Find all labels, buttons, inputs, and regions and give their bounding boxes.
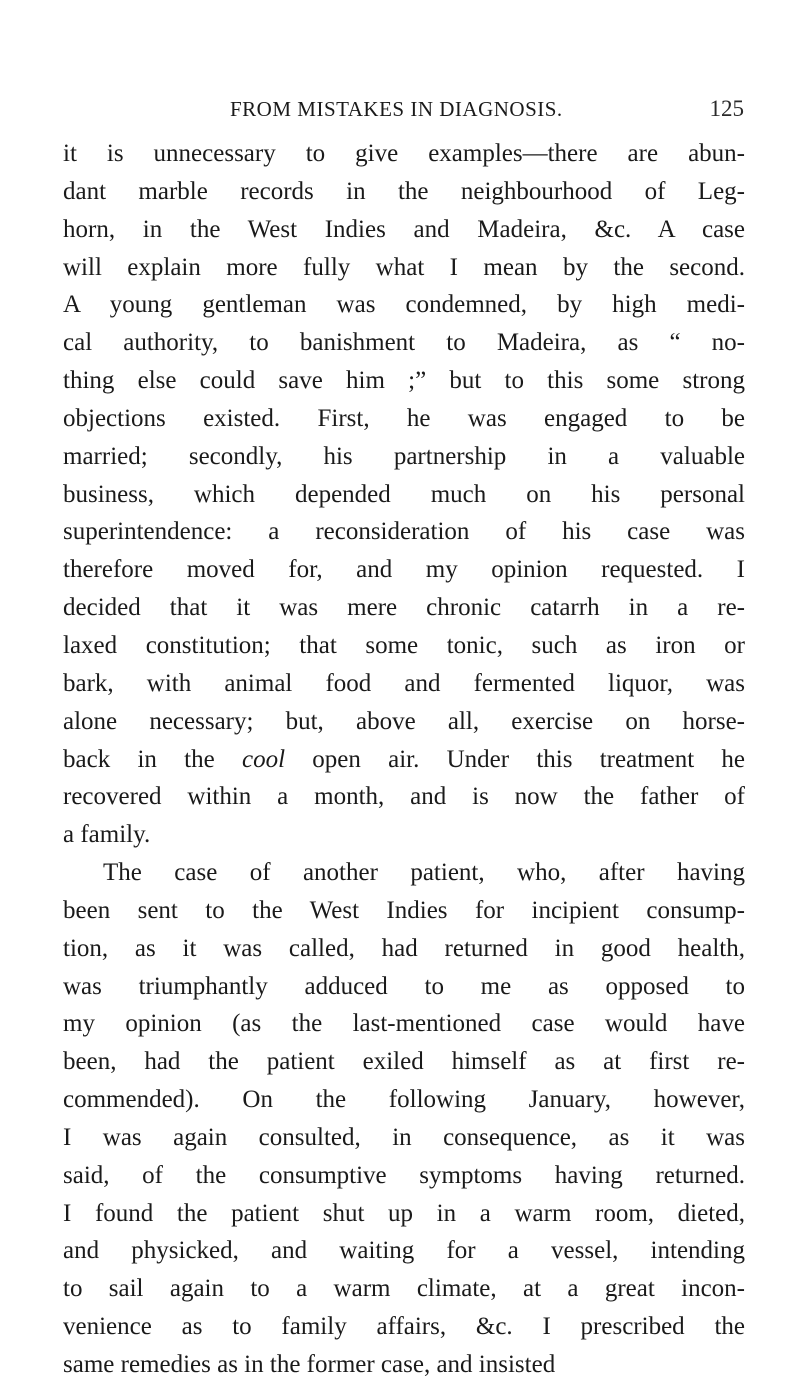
page-number: 125 bbox=[709, 96, 744, 121]
text-line: tion, as it was called, had returned in good health, bbox=[63, 934, 745, 962]
text-line: laxed constitution; that some tonic, such as iron or bbox=[63, 631, 745, 659]
text-line bbox=[63, 741, 745, 779]
text-line: therefore moved for, and my opinion requested. I bbox=[63, 556, 745, 584]
text-line: superintendence: a reconsideration of his case was bbox=[63, 518, 745, 546]
text-line: been sent to the West Indies for incipient consump- bbox=[63, 896, 745, 924]
text-line: cal authority, to banishment to Madeira, as “ no- bbox=[63, 329, 745, 357]
text-line: bark, with animal food and fermented liquor, was bbox=[63, 669, 745, 697]
text-line: married; secondly, his partnership in a valuable bbox=[63, 442, 745, 470]
text-line: alone necessary; but, above all, exercise on horse- bbox=[63, 707, 745, 735]
text-line: A young gentleman was condemned, by high medi- bbox=[63, 291, 745, 319]
running-head: FROM MISTAKES IN DIAGNOSIS. bbox=[230, 97, 563, 121]
text-line: dant marble records in the neighbourhood of Leg- bbox=[63, 177, 745, 205]
text-line: I found the patient shut up in a warm room, dieted, bbox=[63, 1199, 745, 1227]
text-line: to sail again to a warm climate, at a great incon- bbox=[63, 1275, 745, 1303]
text-line: and physicked, and waiting for a vessel, intending bbox=[63, 1237, 745, 1265]
body-text bbox=[63, 135, 745, 1384]
text-line: my opinion (as the last-mentioned case would have bbox=[63, 1010, 745, 1038]
text-line: will explain more fully what I mean by the second. bbox=[63, 253, 745, 281]
text-fragment: back in the bbox=[63, 745, 242, 773]
text-line: a family. bbox=[63, 821, 151, 849]
text-fragment: open air. Under this treatment he bbox=[285, 745, 745, 773]
text-line: commended). On the following January, however, bbox=[63, 1086, 745, 1114]
page-header bbox=[63, 91, 744, 127]
text-line: been, had the patient exiled himself as at first re- bbox=[63, 1048, 745, 1076]
text-line: I was again consulted, in consequence, as it was bbox=[63, 1123, 745, 1151]
text-line: thing else could save him ;” but to this some strong bbox=[63, 367, 745, 395]
text-line: it is unnecessary to give examples—there are abun- bbox=[63, 140, 745, 167]
text-line: business, which depended much on his personal bbox=[63, 480, 745, 508]
text-line: said, of the consumptive symptoms having returned. bbox=[63, 1161, 745, 1189]
text-line: objections existed. First, he was engaged to be bbox=[63, 404, 745, 432]
text-line: recovered within a month, and is now the father of bbox=[63, 783, 745, 811]
italic-word: cool bbox=[241, 745, 286, 773]
text-line: The case of another patient, who, after having bbox=[103, 859, 745, 887]
text-line: venience as to family affairs, &c. I prescribed the bbox=[63, 1313, 745, 1341]
text-line: decided that it was mere chronic catarrh in a re- bbox=[63, 594, 745, 622]
text-line: was triumphantly adduced to me as opposed to bbox=[63, 972, 745, 1000]
text-line: same remedies as in the former case, and insisted bbox=[63, 1351, 556, 1378]
text-line: horn, in the West Indies and Madeira, &c. A case bbox=[63, 215, 745, 243]
